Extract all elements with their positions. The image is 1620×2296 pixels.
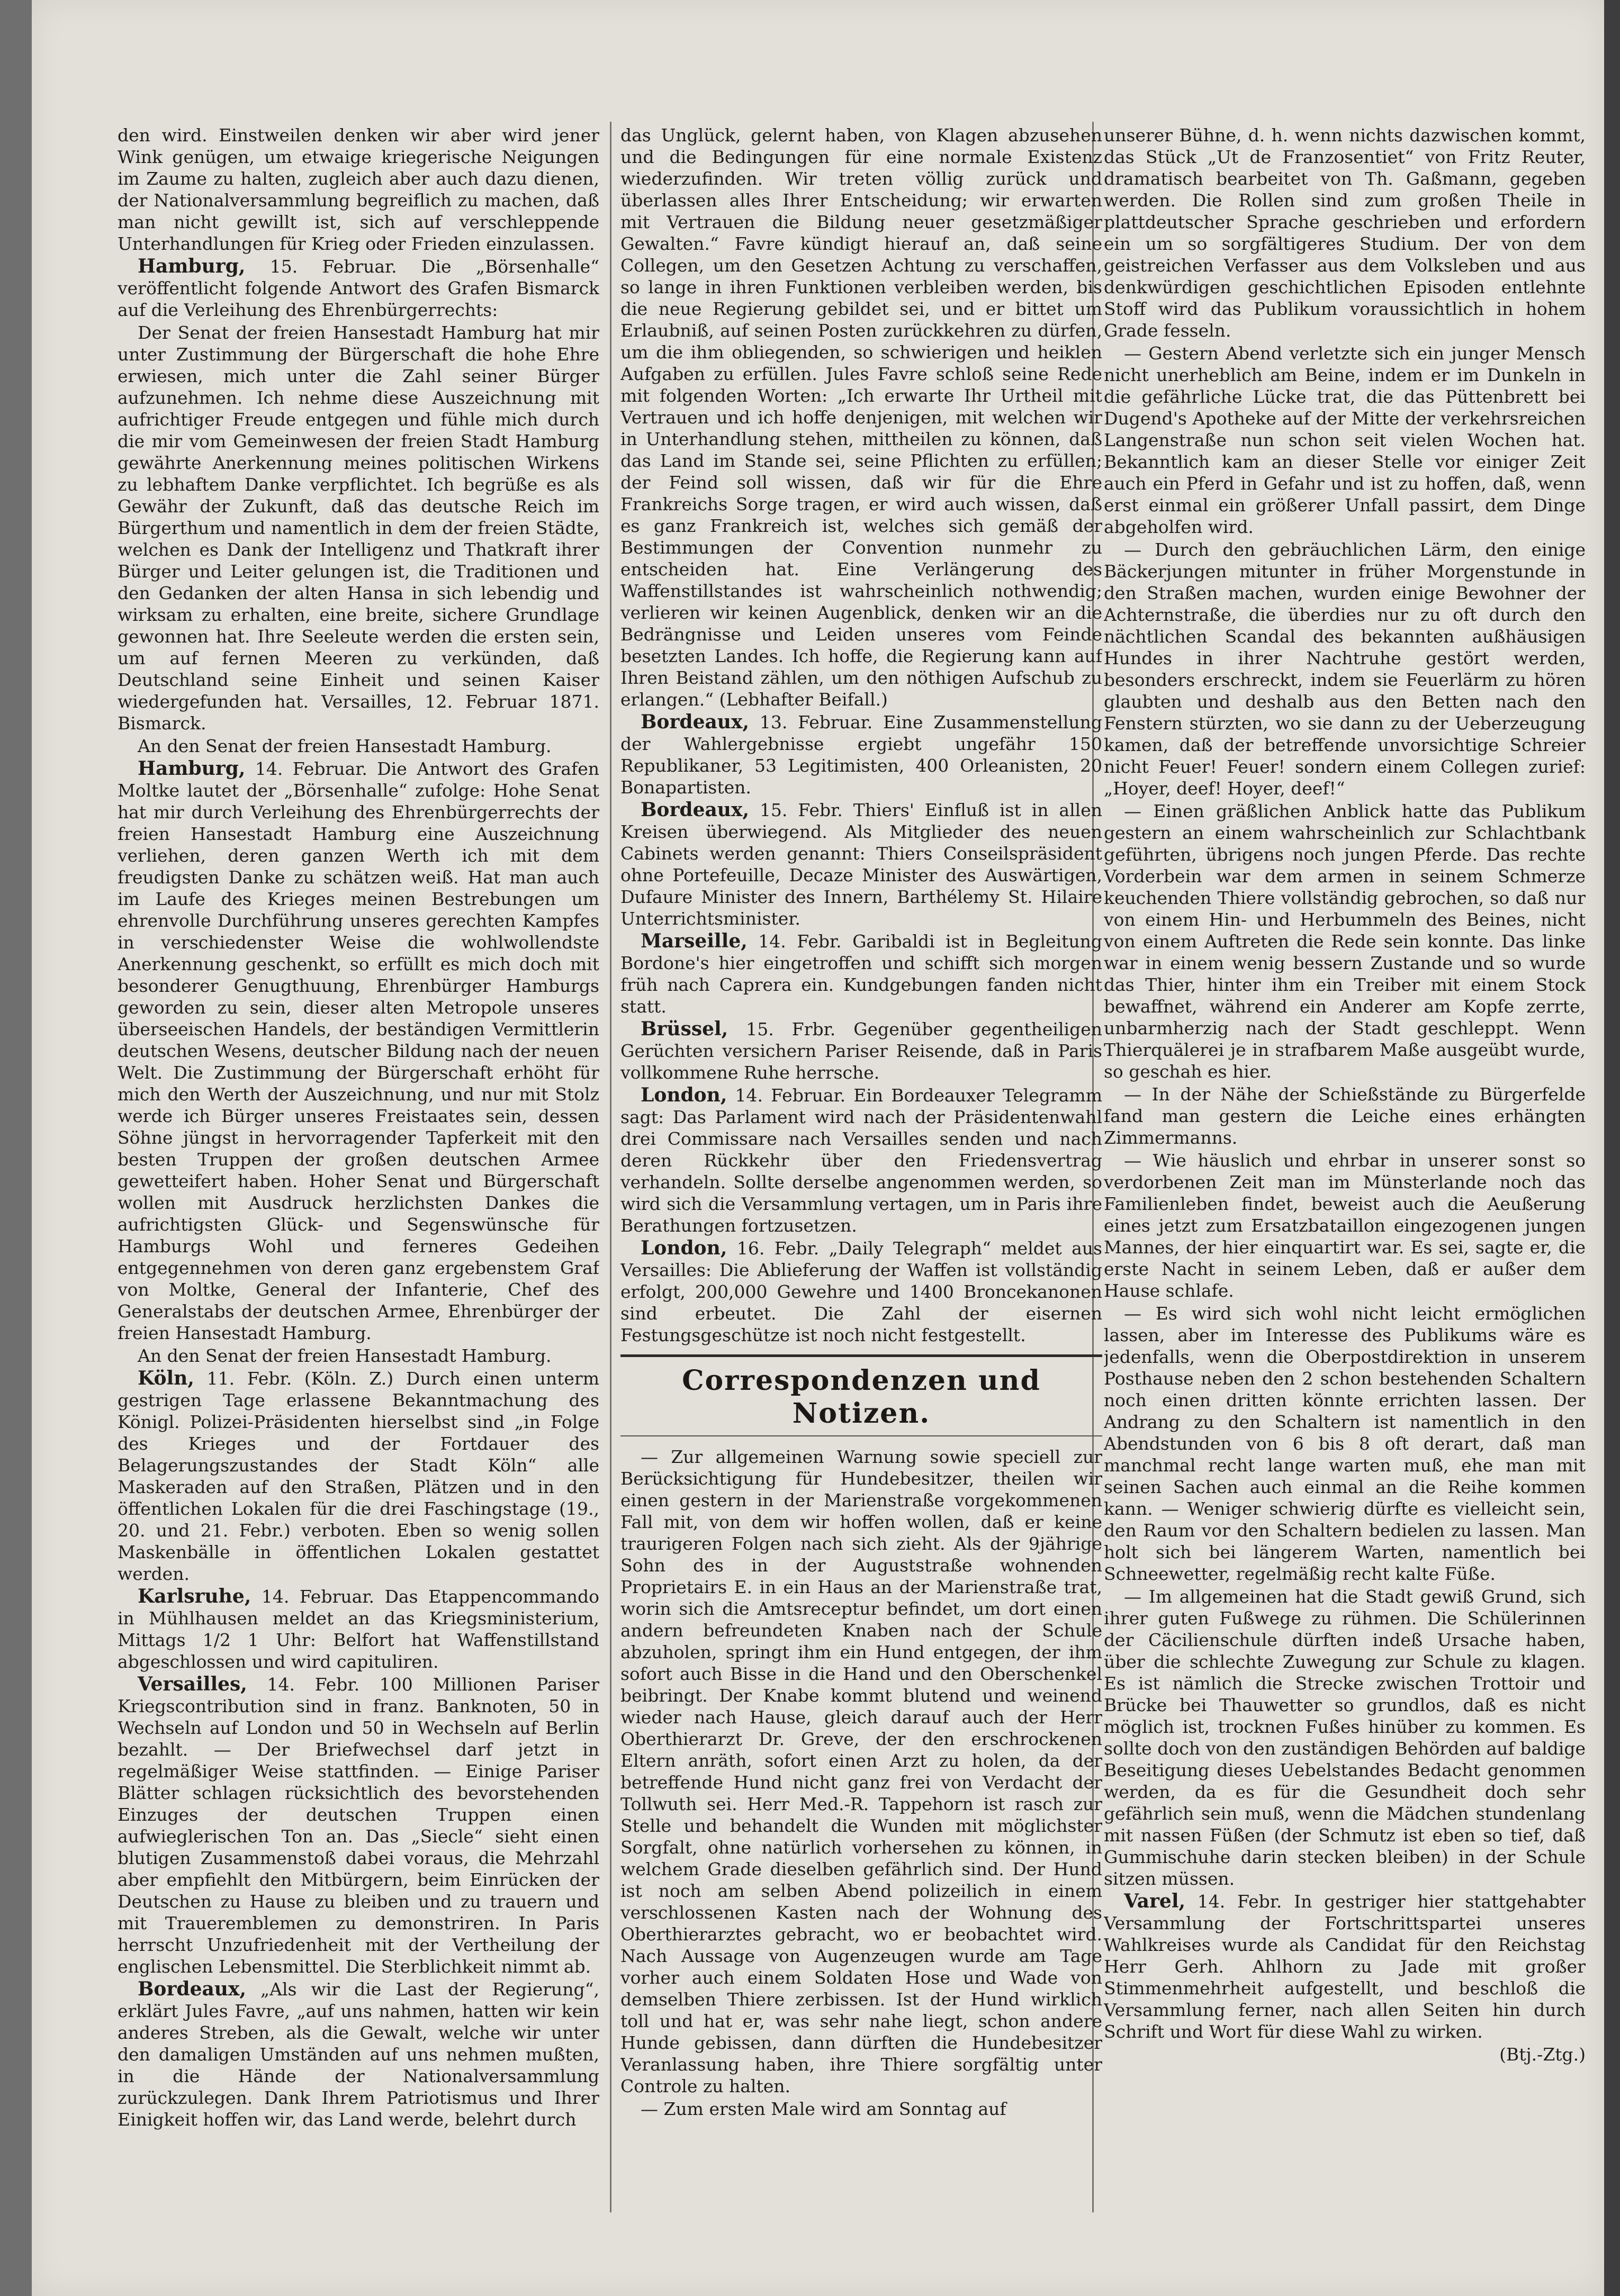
dateline: London, <box>641 1084 727 1106</box>
paragraph-text: das Unglück, gelernt haben, von Klagen abzusehen und die Bedingungen für eine normale Existenz wiederzufinden. Wir treten völlig zurück und überlassen alles Ihrer Entscheidung; wir erwarten mit Vertrauen die Bildung neuer gesetzmäßiger Gewalten.“ Favre kündigt hierauf an, daß seine Collegen, um den Gesetzen Achtung zu verschaffen, so lange in ihren Funktionen verbleiben werden, bis die neue Regierung gebildet sei, und er bittet um Erlaubniß, auf seinen Posten zurückkehren zu dürfen, um die ihm obliegenden, so schwierigen und heiklen Aufgaben zu erfüllen. Jules Favre schloß seine Rede mit folgenden Worten: „Ich erwarte Ihr Urtheil mit Vertrauen und ich hoffe denjenigen, mit welchen wir in Unterhandlung stehen, mittheilen zu können, daß das Land im Stande sei, seine Pflichten zu erfüllen; der Feind soll wissen, daß wir für die Ehre Frankreichs Sorge tragen, er wird auch wissen, daß es ganz Frankreich ist, welches sich gemäß der Bestimmungen der Convention nunmehr zu entscheiden hat. Eine Verlängerung des Waffenstillstandes ist wahrscheinlich nothwendig; verlieren wir keinen Augenblick, denken wir an die Bedrängnisse und Leiden unseres vom Feinde besetzten Landes. Ich hoffe, die Regierung kann auf Ihren Beistand zählen, um den nöthigen Aufschub zu erlangen.“ (Lebhafter Beifall.) <box>620 125 1102 710</box>
paragraph-text: 15. Frbr. Gegenüber gegentheiligen Gerüchten versichern Pariser Reisende, daß in Paris vollkommene Ruhe herrsche. <box>620 1019 1102 1083</box>
paragraph-text: An den Senat der freien Hansestadt Hamburg. <box>138 736 552 756</box>
article-paragraph <box>620 1018 1102 1083</box>
article-paragraph <box>620 711 1102 798</box>
article-paragraph <box>620 124 1102 710</box>
dateline: Versailles, <box>138 1673 247 1695</box>
article-paragraph <box>118 758 599 1344</box>
dateline: Bordeaux, <box>138 1978 246 2000</box>
article-paragraph <box>620 1237 1102 1346</box>
paragraph-text: unserer Bühne, d. h. wenn nichts dazwischen kommt, das Stück „Ut de Franzosentiet“ von Fritz Reuter, dramatisch bearbeitet von Th. Gaßmann, gegeben werden. Die Rollen sind zum großen Theile in plattdeutscher Sprache geschrieben und erfordern ein um so sorgfältigeres Studium. Der von dem geistreichen Verfasser aus dem Volksleben und aus denkwürdigen geschichtlichen Episoden entlehnte Stoff wird das Publikum voraussichtlich in hohem Grade fesseln. <box>1104 125 1586 341</box>
paragraph-text: — Gestern Abend verletzte sich ein junger Mensch nicht unerheblich am Beine, indem er im Dunkeln in die gefährliche Lücke trat, die das Püttenbrett bei Dugend's Apotheke auf der Mitte der verkehrsreichen Langenstraße nun schon seit vielen Wochen hat. Bekanntlich kam an dieser Stelle vor einiger Zeit auch ein Pferd in Gefahr und ist zu hoffen, daß, wenn erst einmal ein größerer Unfall passirt, dem Dinge abgeholfen wird. <box>1104 343 1586 537</box>
paragraph-text: 14. Februar. Das Etappencommando in Mühlhausen meldet an das Kriegsministerium, Mittags 1/2 1 Uhr: Belfort hat Waffenstillstand abgeschlossen und wird capituliren. <box>118 1586 599 1672</box>
column-right <box>1104 124 1586 2252</box>
article-paragraph <box>118 124 599 255</box>
article-paragraph <box>620 2098 1102 2120</box>
paragraph-text: 14. Febr. In gestriger hier stattgehabter Versammlung der Fortschrittspartei unseres Wahlkreises wurde als Candidat für den Reichstag Herr Gerh. Ahlhorn zu Jade mit großer Stimmenmehrheit aufgestellt, und beschloß die Versammlung ferner, nach allen Seiten hin durch Schrift und Wort für diese Wahl zu wirken. <box>1104 1891 1586 2042</box>
paragraph-text: 14. Februar. Die Antwort des Grafen Moltke lautet der „Börsenhalle“ zufolge: Hohe Senat hat mir durch Verleihung des Ehrenbürgerrechts der freien Hansestadt Hamburg eine Auszeichnung verliehen, deren ganzen Werth ich mit dem freudigsten Danke zu schätzen weiß. Hat man auch im Laufe des Krieges meinen Bestrebungen um ehrenvolle Durchführung unseres gerechten Kampfes in verschiedenster Weise die wohlwollendste Anerkennung geschenkt, so erfüllt es mich doch mit besonderer Genugthuung, Ehrenbürger Hamburgs geworden zu sein, dieser alten Metropole unseres überseeischen Handels, der beständigen Vermittlerin deutschen Wesens, deutscher Bildung nach der neuen Welt. Die Zustimmung der Bürgerschaft erhöht für mich den Werth der Auszeichnung, und nur mit Stolz werde ich Bürger unseres Freistaates sein, dessen Söhne jüngst in hervorragender Tapferkeit mit den besten Truppen der großen deutschen Armee gewetteifert haben. Hoher Senat und Bürgerschaft wollen mit Ausdruck herzlichsten Dankes die aufrichtigsten Glück- und Segenswünsche für Hamburgs Wohl und ferneres Gedeihen entgegennehmen von deren ganz ergebenstem Graf von Moltke, General der Infanterie, Chef des Generalstabs der deutschen Armee, Ehrenbürger der freien Hansestadt Hamburg. <box>118 758 599 1343</box>
dateline: Bordeaux, <box>641 799 749 821</box>
article-paragraph <box>1104 539 1586 799</box>
paragraph-text: — Zum ersten Male wird am Sonntag auf <box>641 2099 1006 2119</box>
article-paragraph <box>1104 2044 1586 2065</box>
heading-rule <box>620 1354 1102 1357</box>
article-paragraph <box>620 930 1102 1017</box>
article-paragraph <box>1104 124 1586 341</box>
article-paragraph <box>1104 800 1586 1082</box>
dateline: Köln, <box>138 1367 194 1389</box>
article-paragraph <box>118 256 599 321</box>
paragraph-text: 14. Februar. Ein Bordeauxer Telegramm sagt: Das Parlament wird nach der Präsidentenwahl drei Commissare nach Versailles senden und nach deren Rückkehr über den Friedensvertrag verhandeln. Sollte derselbe angenommen werden, so wird sich die Versammlung vertagen, um in Paris ihre Berathungen fortzusetzen. <box>620 1085 1102 1236</box>
section-heading-block <box>620 1354 1102 1436</box>
column-middle <box>620 124 1102 2252</box>
article-paragraph <box>1104 1303 1586 1585</box>
paragraph-text: An den Senat der freien Hansestadt Hamburg. <box>138 1345 552 1366</box>
dateline: Karlsruhe, <box>138 1585 251 1607</box>
paragraph-text: 11. Febr. (Köln. Z.) Durch einen unterm gestrigen Tage erlassene Bekanntmachung des Königl. Polizei-Präsidenten hierselbst sind „in Folge des Krieges und der Fortdauer des Belagerungszustandes der Stadt Köln“ alle Maskeraden auf den Straßen, Plätzen und in den öffentlichen Lokalen für die drei Faschingstage (19., 20. und 21. Febr.) verboten. Eben so wenig sollen Maskenbälle in öffentlichen Lokalen gestattet werden. <box>118 1368 599 1584</box>
article-paragraph <box>118 1586 599 1673</box>
dateline: Marseille, <box>641 930 748 952</box>
article-paragraph <box>1104 1586 1586 1890</box>
paragraph-text: 16. Febr. „Daily Telegraph“ meldet aus Versailles: Die Ablieferung der Waffen ist vollständig erfolgt, 200,000 Gewehre und 1400 Broncekanonen sind erbeutet. Die Zahl der eisernen Festungsgeschütze ist noch nicht festgestellt. <box>620 1238 1102 1345</box>
article-paragraph <box>118 1368 599 1585</box>
section-heading: Correspondenzen und Notizen. <box>682 1364 1041 1430</box>
article-paragraph <box>118 1978 599 2130</box>
dateline: Bordeaux, <box>641 711 749 733</box>
paragraph-text: (Btj.-Ztg.) <box>1499 2044 1586 2065</box>
dateline: Varel, <box>1124 1890 1186 1912</box>
paragraph-text: 15. Febr. Thiers' Einfluß ist in allen Kreisen überwiegend. Als Mitglieder des neuen Cabinets werden genannt: Thiers Conseilspräsident ohne Portefeuille, Decaze Minister des Auswärtigen, Dufaure Minister des Innern, Barthélemy St. Hilaire Unterrichtsminister. <box>620 800 1102 929</box>
article-paragraph <box>1104 1150 1586 1301</box>
paragraph-text: 14. Febr. 100 Millionen Pariser Kriegscontribution sind in franz. Banknoten, 50 in Wechseln auf London und 50 in Wechseln auf Berlin bezahlt. — Der Briefwechsel darf jetzt in regelmäßiger Weise stattfinden. — Einige Pariser Blätter schlagen rücksichtlich des bevorstehenden Einzuges der deutschen Truppen einen aufwieglerischen Ton an. Das „Siecle“ sieht einen blutigen Zusammenstoß dabei voraus, die Mehrzahl aber empfiehlt den Mitbürgern, beim Einrücken der Deutschen zu Hause zu bleiben und zu trauern und mit Traueremblemen zu demonstriren. In Paris herrscht Unzufriedenheit mit der Vertheilung der englischen Lebensmittel. Die Sterblichkeit nimmt ab. <box>118 1674 599 1977</box>
page-edge-strip <box>1604 0 1620 2296</box>
dateline: London, <box>641 1237 727 1259</box>
column-left <box>118 124 599 2252</box>
heading-rule <box>620 1435 1102 1436</box>
column-rule <box>610 122 611 2212</box>
paragraph-text: 14. Febr. Garibaldi ist in Begleitung Bordone's hier eingetroffen und schifft sich morgen früh nach Caprera ein. Kundgebungen fanden nicht statt. <box>620 931 1102 1017</box>
article-paragraph <box>620 799 1102 929</box>
article-paragraph <box>118 735 599 757</box>
dateline: Brüssel, <box>641 1018 728 1040</box>
paragraph-text: Der Senat der freien Hansestadt Hamburg hat mir unter Zustimmung der Bürgerschaft die hohe Ehre erwiesen, mich unter die Zahl seiner Bürger aufzunehmen. Ich nehme diese Auszeichnung mit aufrichtiger Freude entgegen und fühle mich durch die mir vom Gemeinwesen der freien Stadt Hamburg gewährte Anerkennung meines politischen Wirkens zu lebhaftem Danke verpflichtet. Ich begrüße es als Gewähr der Zukunft, daß das deutsche Reich im Bürgerthum und namentlich in dem der freien Städte, welchen es Dank der Intelligenz und Thatkraft ihrer Bürger und Leiter gelungen ist, die Traditionen und den Gedanken der alten Hansa in sich lebendig und wirksam zu erhalten, eine breite, sichere Grundlage gewonnen hat. Ihre Seeleute werden die ersten sein, um auf fernen Meeren zu verkünden, daß Deutschland seine Einheit und seinen Kaiser wiedergefunden hat. Versailles, 12. Februar 1871. Bismarck. <box>118 322 599 734</box>
paragraph-text: — Einen gräßlichen Anblick hatte das Publikum gestern an einem wahrscheinlich zur Schlachtbank geführten, übrigens noch jungen Pferde. Das rechte Vorderbein war dem armen in seinem Schmerze keuchenden Thiere vollständig gebrochen, so daß nur von einem Hin- und Herbummeln des Beines, nicht von einem Auftreten die Rede sein konnte. Das linke war in einem wenig bessern Zustande und so wurde das Thier, hinter ihm ein Treiber mit einem Stock bewaffnet, während ein Anderer am Kopfe zerrte, unbarmherzig nach der Stadt geschleppt. Wenn Thierquälerei je in strafbarem Maße ausgeübt wurde, so geschah es hier. <box>1104 801 1586 1082</box>
paragraph-text: — Durch den gebräuchlichen Lärm, den einige Bäckerjungen mitunter in früher Morgenstunde in den Straßen machen, wurden einige Bewohner der Achternstraße, die überdies nur zu oft durch den nächtlichen Scandal des bekannten außhäusigen Hundes in ihrer Nachtruhe gestört werden, besonders erschreckt, indem sie Feuerlärm zu hören glaubten und deshalb aus den Betten nach den Fenstern stürzten, wo sie dann zu der Ueberzeugung kamen, daß der betreffende unvorsichtige Schreier nicht Feuer! Feuer! sondern einem Collegen zurief: „Hoyer, deef! Hoyer, deef!“ <box>1104 539 1586 799</box>
dateline: Hamburg, <box>138 757 246 780</box>
paragraph-text: — Wie häuslich und ehrbar in unserer sonst so verdorbenen Zeit man im Münsterlande noch das Familienleben findet, beweist auch die Aeußerung eines jetzt zum Ersatzbataillon eingezogenen jungen Mannes, der hier einquartirt war. Es sei, sagte er, die erste Nacht in seinem Leben, daß er außer dem Hause schlafe. <box>1104 1150 1586 1301</box>
article-paragraph <box>118 322 599 734</box>
paragraph-text: — In der Nähe der Schießstände zu Bürgerfelde fand man gestern die Leiche eines erhängten Zimmermanns. <box>1104 1084 1586 1148</box>
paragraph-text: 15. Februar. Die „Börsenhalle“ veröffentlicht folgende Antwort des Grafen Bismarck auf die Verleihung des Ehrenbürgerrechts: <box>118 256 599 320</box>
article-paragraph <box>118 1674 599 1977</box>
paragraph-text: — Im allgemeinen hat die Stadt gewiß Grund, sich ihrer guten Fußwege zu rühmen. Die Schülerinnen der Cäcilienschule dürften indeß Ursache haben, über die schlechte Zuwegung zur Schule zu klagen. Es ist nämlich die Strecke zwischen Trottoir und Brücke bei Thauwetter so grundlos, daß es nicht möglich ist, trocknen Fußes hinüber zu kommen. Es sollte doch von den zuständigen Behörden auf baldige Beseitigung dieses Uebelstandes Bedacht genommen werden, da es für die Gesundheit doch sehr gefährlich sein muß, wenn die Mädchen stundenlang mit nassen Füßen (der Schmutz ist eben so tief, daß Gummischuhe darin stecken bleiben) in der Schule sitzen müssen. <box>1104 1586 1586 1889</box>
article-paragraph <box>1104 1891 1586 2042</box>
paragraph-text: den wird. Einstweilen denken wir aber wird jener Wink genügen, um etwaige kriegerische Neigungen im Zaume zu halten, zugleich aber auch dazu dienen, der Nationalversammlung begreiflich zu machen, daß man nicht gewillt ist, sich auf verschleppende Unterhandlungen für Krieg oder Frieden einzulassen. <box>118 125 599 254</box>
paragraph-text: — Es wird sich wohl nicht leicht ermöglichen lassen, aber im Interesse des Publikums wäre es jedenfalls, wenn die Oberpostdirektion in unserem Posthause neben den 2 schon bestehenden Schaltern noch einen dritten könnte errichten lassen. Der Andrang zu den Schaltern ist namentlich in den Abendstunden von 6 bis 8 oft derart, daß man manchmal recht lange warten muß, ehe man mit seinen Sachen auch einmal an die Reihe kommen kann. — Weniger schwierig dürfte es vielleicht sein, den Raum vor den Schaltern bedielen zu lassen. Man holt sich bei längerem Warten, namentlich bei Schneewetter, regelmäßig recht kalte Füße. <box>1104 1303 1586 1584</box>
article-paragraph <box>118 1345 599 1367</box>
article-paragraph <box>1104 342 1586 538</box>
dateline: Hamburg, <box>138 255 246 277</box>
article-paragraph <box>620 1084 1102 1236</box>
paragraph-text: „Als wir die Last der Regierung“, erklärt Jules Favre, „auf uns nahmen, hatten wir kein anderes Streben, als die Gewalt, welche wir unter den damaligen Umständen auf uns nehmen mußten, in die Hände der Nationalversammlung zurückzulegen. Dank Ihrem Patriotismus und Ihrer Einigkeit hoffen wir, das Land werde, belehrt durch <box>118 1979 599 2130</box>
paragraph-text: 13. Februar. Eine Zusammenstellung der Wahlergebnisse ergiebt ungefähr 150 Republikaner, 53 Legitimisten, 400 Orleanisten, 20 Bonapartisten. <box>620 712 1102 798</box>
paragraph-text: — Zur allgemeinen Warnung sowie speciell zur Berücksichtigung für Hundebesitzer, theilen wir einen gestern in der Marienstraße vorgekommenen Fall mit, von dem wir hoffen wollen, daß er keine traurigeren Folgen nach sich zieht. Als der 9jährige Sohn des in der Auguststraße wohnenden Proprietairs E. in ein Haus an der Marienstraße trat, worin sich die Amtsreceptur befindet, um dort einen andern befreundeten Knaben nach der Schule abzuholen, springt ihm ein Hund entgegen, der ihm sofort auch Bisse in die Hand und den Oberschenkel beibringt. Der Knabe kommt blutend und weinend wieder nach Hause, gleich darauf auch der Herr Oberthierarzt Dr. Greve, der den erschrockenen Eltern anräth, sofort einen Arzt zu holen, da der betreffende Hund nicht ganz frei von Verdacht der Tollwuth sei. Herr Med.-R. Tappehorn ist rasch zur Stelle und behandelt die Wunden mit möglichster Sorgfalt, ohne natürlich vorhersehen zu können, in welchem Grade dieselben gefährlich sind. Der Hund ist noch am selben Abend polizeilich in einem verschlossenen Kasten nach der Wohnung des Oberthierarztes gebracht, wo er beobachtet wird. Nach Aussage von Augenzeugen wurde am Tage vorher auch einem Soldaten Hose und Wade von demselben Thiere zerbissen. Ist der Hund wirklich toll und hat er, was sehr nahe liegt, schon andere Hunde gebissen, dann dürften die Hundebesitzer Veranlassung haben, ihre Thiere sorgfältig unter Controle zu halten. <box>620 1447 1102 2096</box>
article-paragraph <box>620 1446 1102 2097</box>
article-paragraph <box>1104 1083 1586 1149</box>
